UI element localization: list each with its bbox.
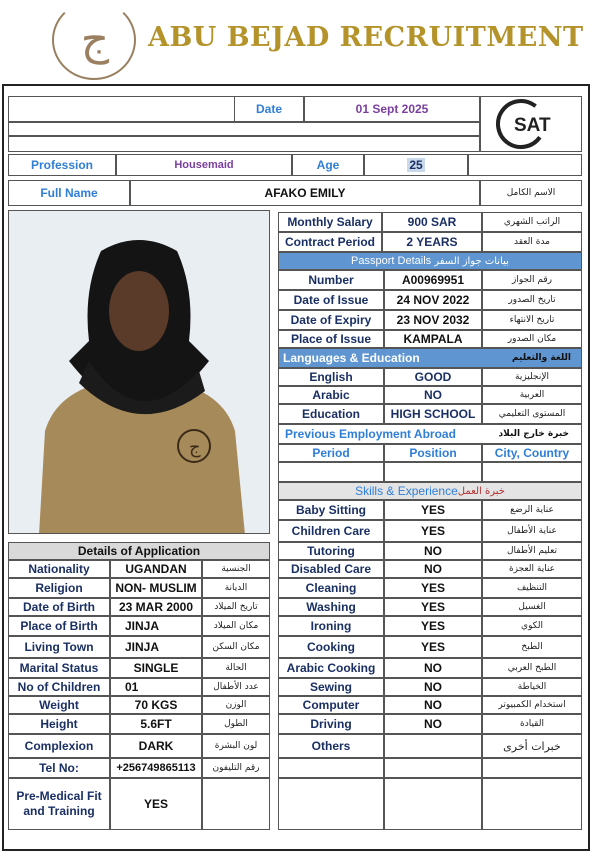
skill-arabic: الخياطة	[482, 678, 582, 696]
detail-label: Tel No:	[8, 758, 110, 778]
fullname-arabic: الاسم الكامل	[480, 180, 582, 206]
others-value	[384, 734, 482, 758]
skill-label: Washing	[278, 598, 384, 616]
detail-label: Weight	[8, 696, 110, 714]
blank-cell	[202, 778, 270, 830]
skill-label: Tutoring	[278, 542, 384, 560]
detail-label: Living Town	[8, 636, 110, 658]
employment-blank	[482, 462, 582, 482]
skill-value: NO	[384, 542, 482, 560]
date-value: 01 Sept 2025	[304, 96, 480, 122]
blank-row	[8, 122, 480, 136]
skill-value: YES	[384, 598, 482, 616]
expiry-date-arabic: تاريخ الانتهاء	[482, 310, 582, 330]
blank-cell	[278, 758, 384, 778]
detail-arabic: رقم التليفون	[202, 758, 270, 778]
detail-value: 23 MAR 2000	[110, 598, 202, 616]
skill-value: NO	[384, 696, 482, 714]
age-cell	[364, 154, 468, 176]
skill-arabic: تعليم الأطفال	[482, 542, 582, 560]
detail-arabic: الوزن	[202, 696, 270, 714]
detail-value: UGANDAN	[110, 560, 202, 578]
salary-value: 900 SAR	[382, 212, 482, 232]
place-of-issue-arabic: مكان الصدور	[482, 330, 582, 348]
calligraphy-logo-icon: ج	[80, 14, 110, 65]
detail-arabic: مكان الميلاد	[202, 616, 270, 636]
period-label: Period	[278, 444, 384, 462]
expiry-date-label: Date of Expiry	[278, 310, 384, 330]
english-label: English	[278, 368, 384, 386]
detail-arabic: تاريخ الميلاد	[202, 598, 270, 616]
arabic-arabic: العربية	[482, 386, 582, 404]
skill-value: YES	[384, 636, 482, 658]
passport-section-header	[278, 252, 582, 270]
date-blank	[8, 96, 234, 122]
detail-value: 01	[110, 678, 202, 696]
detail-value: DARK	[110, 734, 202, 758]
skill-arabic: القيادة	[482, 714, 582, 734]
salary-arabic: الراتب الشهري	[482, 212, 582, 232]
blank-cell	[384, 778, 482, 830]
skill-value: NO	[384, 714, 482, 734]
skill-label: Children Care	[278, 520, 384, 542]
education-label: Education	[278, 404, 384, 424]
detail-arabic: الجنسية	[202, 560, 270, 578]
detail-arabic: عدد الأطفال	[202, 678, 270, 696]
place-of-issue-value: KAMPALA	[384, 330, 482, 348]
profession-value: Housemaid	[116, 154, 292, 176]
languages-section-header	[278, 348, 582, 368]
sat-logo-icon	[494, 97, 568, 151]
passport-number-value: A00969951	[384, 270, 482, 290]
contract-label: Contract Period	[278, 232, 382, 252]
prev-employment-arabic: خبرة خارج البلاد	[498, 429, 569, 439]
passport-number-label: Number	[278, 270, 384, 290]
skill-value: NO	[384, 678, 482, 696]
skill-label: Ironing	[278, 616, 384, 636]
blank-cell	[482, 778, 582, 830]
skill-value: NO	[384, 658, 482, 678]
applicant-photo	[8, 210, 270, 534]
skills-section-header	[278, 482, 582, 500]
detail-arabic: الحالة	[202, 658, 270, 678]
detail-value: 5.6FT	[110, 714, 202, 734]
detail-value: NON- MUSLIM	[110, 578, 202, 598]
premedical-value: YES	[110, 778, 202, 830]
detail-arabic: لون البشرة	[202, 734, 270, 758]
skill-arabic: استخدام الكمبيوتر	[482, 696, 582, 714]
skills-header-arabic: خبرة العمل	[457, 485, 505, 497]
issue-date-arabic: تاريخ الصدور	[482, 290, 582, 310]
premedical-label: Pre-Medical Fit and Training	[8, 778, 110, 830]
detail-value: +256749865113	[110, 758, 202, 778]
detail-arabic: الطول	[202, 714, 270, 734]
skill-value: NO	[384, 560, 482, 578]
issue-date-value: 24 NOV 2022	[384, 290, 482, 310]
detail-label: No of Children	[8, 678, 110, 696]
abu-bejad-logo	[52, 0, 136, 80]
detail-label: Marital Status	[8, 658, 110, 678]
detail-arabic: الديانة	[202, 578, 270, 598]
skill-arabic: الطبخ العربي	[482, 658, 582, 678]
blank-cell	[468, 154, 582, 176]
blank-cell	[482, 758, 582, 778]
skill-arabic: الطبخ	[482, 636, 582, 658]
passport-header-arabic: بيانات جواز السفر	[434, 255, 509, 267]
detail-label: Religion	[8, 578, 110, 598]
age-label: Age	[292, 154, 364, 176]
skill-label: Sewing	[278, 678, 384, 696]
languages-header-text: Languages & Education	[283, 351, 420, 365]
skills-header-text: Skills & Experience	[355, 484, 458, 498]
blank-row	[8, 136, 480, 152]
skill-label: Arabic Cooking	[278, 658, 384, 678]
profession-label: Profession	[8, 154, 116, 176]
issue-date-label: Date of Issue	[278, 290, 384, 310]
blank-cell	[384, 758, 482, 778]
skill-value: YES	[384, 500, 482, 520]
detail-value: JINJA	[110, 616, 202, 636]
city-country-label: City, Country	[482, 444, 582, 462]
skill-value: YES	[384, 578, 482, 598]
detail-label: Nationality	[8, 560, 110, 578]
skill-label: Cooking	[278, 636, 384, 658]
prev-employment-text: Previous Employment Abroad	[285, 427, 456, 441]
arabic-value: NO	[384, 386, 482, 404]
others-arabic: خبرات أخرى	[482, 734, 582, 758]
page-header	[0, 0, 592, 84]
contract-arabic: مدة العقد	[482, 232, 582, 252]
svg-text:ج: ج	[189, 437, 201, 458]
detail-value: 70 KGS	[110, 696, 202, 714]
expiry-date-value: 23 NOV 2032	[384, 310, 482, 330]
skill-label: Driving	[278, 714, 384, 734]
skill-arabic: التنظيف	[482, 578, 582, 598]
contract-value: 2 YEARS	[382, 232, 482, 252]
detail-label: Complexion	[8, 734, 110, 758]
others-label: Others	[278, 734, 384, 758]
detail-arabic: مكان السكن	[202, 636, 270, 658]
date-label: Date	[234, 96, 304, 122]
detail-value: SINGLE	[110, 658, 202, 678]
previous-employment-header	[278, 424, 582, 444]
passport-number-arabic: رقم الجواز	[482, 270, 582, 290]
skill-value: YES	[384, 520, 482, 542]
details-section-header: Details of Application	[8, 542, 270, 560]
place-of-issue-label: Place of Issue	[278, 330, 384, 348]
brand-title: ABU BEJAD RECRUITMENT	[148, 22, 584, 53]
fullname-label: Full Name	[8, 180, 130, 206]
skill-label: Computer	[278, 696, 384, 714]
english-value: GOOD	[384, 368, 482, 386]
passport-header-text: Passport Details	[351, 255, 432, 267]
sat-logo-box	[480, 96, 582, 152]
skill-arabic: عناية العجزة	[482, 560, 582, 578]
employment-blank	[278, 462, 384, 482]
skill-label: Baby Sitting	[278, 500, 384, 520]
skill-arabic: عناية الأطفال	[482, 520, 582, 542]
education-arabic: المستوى التعليمي	[482, 404, 582, 424]
svg-text:SAT: SAT	[514, 115, 551, 136]
english-arabic: الإنجليزية	[482, 368, 582, 386]
languages-header-arabic: اللغة والتعليم	[511, 353, 571, 363]
fullname-value: AFAKO EMILY	[130, 180, 480, 206]
blank-cell	[278, 778, 384, 830]
detail-value: JINJA	[110, 636, 202, 658]
skill-arabic: الكوي	[482, 616, 582, 636]
detail-label: Place of Birth	[8, 616, 110, 636]
position-label: Position	[384, 444, 482, 462]
age-value: 25	[409, 158, 423, 172]
detail-label: Height	[8, 714, 110, 734]
skill-arabic: الغسيل	[482, 598, 582, 616]
education-value: HIGH SCHOOL	[384, 404, 482, 424]
employment-blank	[384, 462, 482, 482]
skill-label: Cleaning	[278, 578, 384, 598]
salary-label: Monthly Salary	[278, 212, 382, 232]
detail-label: Date of Birth	[8, 598, 110, 616]
arabic-label: Arabic	[278, 386, 384, 404]
skill-arabic: عناية الرضع	[482, 500, 582, 520]
skill-label: Disabled Care	[278, 560, 384, 578]
skill-value: YES	[384, 616, 482, 636]
